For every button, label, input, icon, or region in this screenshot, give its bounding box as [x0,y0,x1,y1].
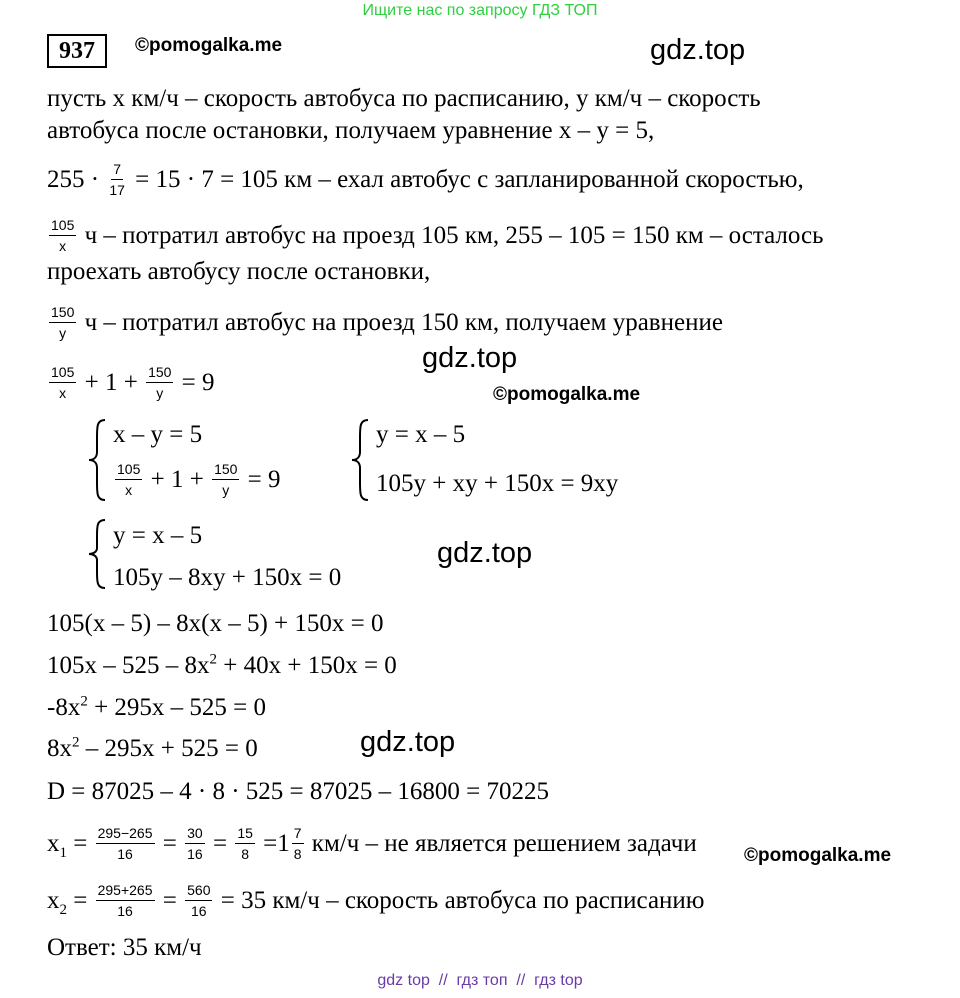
fraction-den: x [59,385,67,401]
x1-base: x [47,830,60,858]
fraction-den: y [156,385,164,401]
fraction-num: 105 [49,364,76,383]
fraction-num: 30 [185,825,205,844]
system-1-eq-b [113,463,281,500]
system-3-eq-a: y = x – 5 [113,522,203,549]
fraction-num: 295−265 [96,825,155,844]
x2-eq: = [67,887,88,915]
text-line-3 [47,163,804,200]
x1-whole: 1 [277,830,290,858]
x1-sub: 1 [59,845,67,862]
watermark-gdz: gdz.top [650,34,746,66]
fraction-150-y [146,364,173,401]
fraction-x1-3 [235,825,255,862]
e3-b: + 295x – 525 = 0 [87,694,267,721]
e2-a: 105x – 525 – 8x [47,652,210,679]
fraction-den: x [125,482,133,498]
fraction-x1-2 [185,825,205,862]
fraction-150-y [49,304,76,341]
x1-eq: = [67,830,88,858]
system-2-eq-b: 105y + xy + 150x = 9xy [376,470,619,497]
root-x1-line [47,827,697,864]
watermark-gdz: gdz.top [437,537,533,569]
l7-end: = 9 [181,369,215,397]
equation-line-7 [47,366,215,403]
fraction-7-17 [107,161,127,198]
e3-a: -8x [47,694,81,721]
l4-suffix: ч – потратил автобус на проезд 105 км, 255 – 105 = 150 км – осталось [84,222,824,250]
fraction-num: 7 [111,161,123,180]
sys1-end: = 9 [247,466,281,494]
e2-sup: 2 [209,651,217,668]
fraction-num: 105 [49,217,76,236]
fraction-num: 150 [146,364,173,383]
x1-eq-4: = [263,830,278,858]
fraction-105-x [49,364,76,401]
fraction-den: y [222,482,230,498]
root-x2-line [47,884,705,921]
fraction-num: 150 [49,304,76,323]
fraction-den: 16 [117,846,133,862]
watermark-pomogalka: ©pomogalka.me [493,384,641,405]
watermark-pomogalka: ©pomogalka.me [744,845,892,866]
text-line-4 [47,219,824,256]
l3-suffix: = 15 · 7 = 105 км – ехал автобус с запланированной скоростью, [135,166,804,194]
fraction-den: 16 [191,903,207,919]
x1-tail: км/ч – не является решением задачи [311,830,697,858]
e4-sup: 2 [72,734,80,751]
fraction-den: x [59,238,67,254]
e3-sup: 2 [80,693,88,710]
watermark-pomogalka: ©pomogalka.me [135,35,283,56]
fraction-num: 295+265 [96,882,155,901]
l7-mid: + 1 + [84,369,138,397]
x2-base: x [47,887,60,915]
text-line-1: пусть x км/ч – скорость автобуса по расписанию, y км/ч – скорость [47,85,761,112]
fraction-num: 15 [235,825,255,844]
e2-b: + 40x + 150x = 0 [217,652,397,679]
l6-suffix: ч – потратил автобус на проезд 150 км, получаем уравнение [84,309,723,337]
fraction-den: 16 [117,903,133,919]
fraction-num: 560 [185,882,212,901]
l3-prefix: 255 · [47,166,100,194]
fraction-den: 17 [109,182,125,198]
fraction-num: 7 [292,825,304,844]
e4-b: – 295x + 525 = 0 [79,735,258,762]
equation-e1: 105(x – 5) – 8x(x – 5) + 150x = 0 [47,610,384,637]
text-line-6 [47,306,723,343]
top-banner[interactable]: Ищите нас по запросу ГДЗ ТОП [362,2,598,19]
fraction-num: 150 [212,461,239,480]
fraction-x1-4 [292,825,304,862]
discriminant-line: D = 87025 – 4 · 8 · 525 = 87025 – 16800 = 70225 [47,778,550,805]
watermark-gdz: gdz.top [360,726,456,758]
fraction-num: 105 [115,461,142,480]
fraction-den: y [59,325,67,341]
fraction-den: 8 [293,846,302,862]
watermark-gdz: gdz.top [422,342,518,374]
fraction-150-y [212,461,239,498]
system-brace-3 [87,518,109,590]
answer-line: Ответ: 35 км/ч [47,934,202,961]
e4-a: 8x [47,735,72,762]
fraction-x1-1 [96,825,155,862]
fraction-den: 8 [241,846,249,862]
fraction-x2-2 [185,882,212,919]
x2-tail: = 35 км/ч – скорость автобуса по расписанию [220,887,705,915]
fraction-105-x [49,217,76,254]
problem-number: 937 [47,34,107,68]
fraction-den: 16 [187,846,203,862]
fraction-x2-1 [96,882,155,919]
system-brace-2 [350,418,372,502]
x2-eq-2: = [162,887,177,915]
x2-sub: 2 [59,902,67,919]
text-line-2: автобуса после остановки, получаем уравнение x – y = 5, [47,117,655,144]
text-line-5: проехать автобусу после остановки, [47,258,431,285]
footer-links[interactable]: gdz top // гдз топ // гдз top [377,972,583,989]
system-brace-1 [87,418,109,502]
x1-eq-2: = [162,830,177,858]
system-3-eq-b: 105y – 8xy + 150x = 0 [113,564,342,591]
equation-e3 [47,693,266,723]
fraction-105-x [115,461,142,498]
sys1-mid: + 1 + [150,466,204,494]
x1-eq-3: = [212,830,228,858]
equation-e2 [47,651,397,681]
system-2-eq-a: y = x – 5 [376,421,466,448]
equation-e4 [47,734,258,764]
system-1-eq-a: x – y = 5 [113,421,203,448]
